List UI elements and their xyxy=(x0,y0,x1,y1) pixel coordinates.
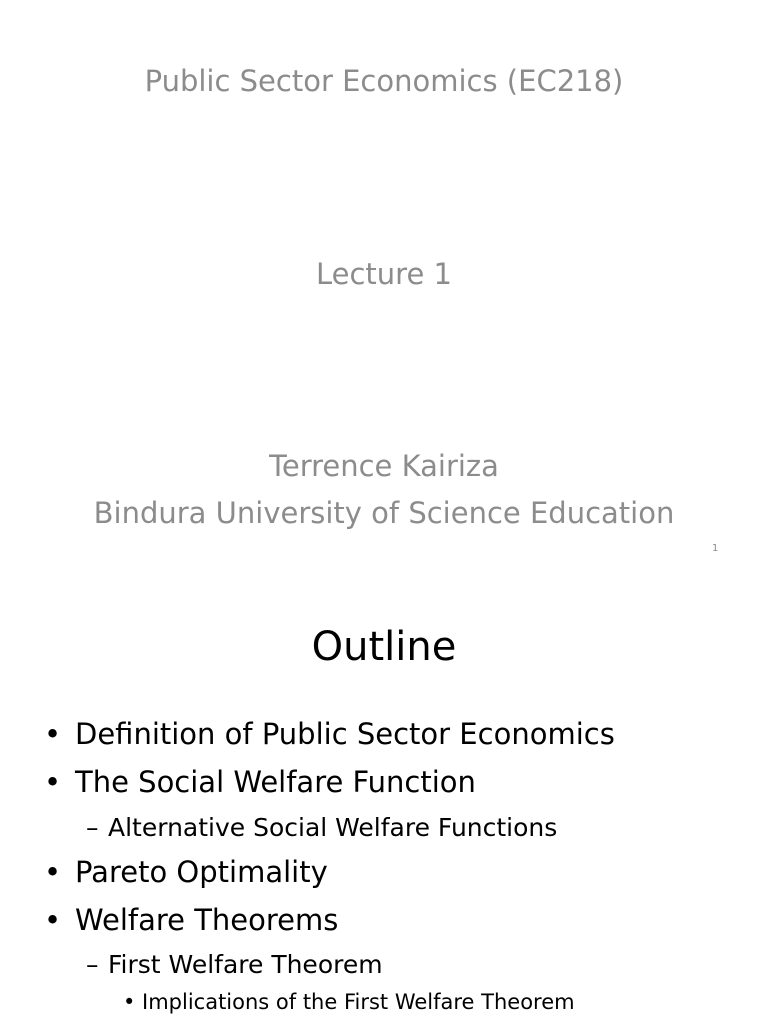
list-item-label: Implications of the First Welfare Theorem xyxy=(142,990,575,1014)
slide-number: 1 xyxy=(712,543,719,554)
dash-marker: – xyxy=(86,813,99,842)
list-item xyxy=(123,990,575,1014)
list-item xyxy=(86,813,557,842)
list-item xyxy=(86,950,383,979)
list-item xyxy=(44,717,615,751)
list-item-label: Definition of Public Sector Economics xyxy=(75,717,615,751)
list-item-label: The Social Welfare Function xyxy=(75,765,476,799)
list-item-label: Pareto Optimality xyxy=(75,855,328,889)
list-item xyxy=(44,903,338,937)
bullet-marker: • xyxy=(44,717,62,751)
bullet-marker: • xyxy=(44,855,62,889)
dash-marker: – xyxy=(86,950,99,979)
list-item xyxy=(44,855,328,889)
list-item-label: Alternative Social Welfare Functions xyxy=(108,813,558,842)
bullet-marker: • xyxy=(44,903,62,937)
outline-title: Outline xyxy=(311,624,457,670)
list-item xyxy=(44,765,476,799)
author-name: Terrence Kairiza xyxy=(269,449,499,483)
list-item-label: First Welfare Theorem xyxy=(108,950,383,979)
lecture-label: Lecture 1 xyxy=(316,257,452,291)
bullet-marker: • xyxy=(44,765,62,799)
list-item-label: Welfare Theorems xyxy=(75,903,339,937)
author-affiliation: Bindura University of Science Education xyxy=(93,496,675,530)
bullet-marker: • xyxy=(123,990,136,1014)
presentation-title: Public Sector Economics (EC218) xyxy=(144,64,624,98)
